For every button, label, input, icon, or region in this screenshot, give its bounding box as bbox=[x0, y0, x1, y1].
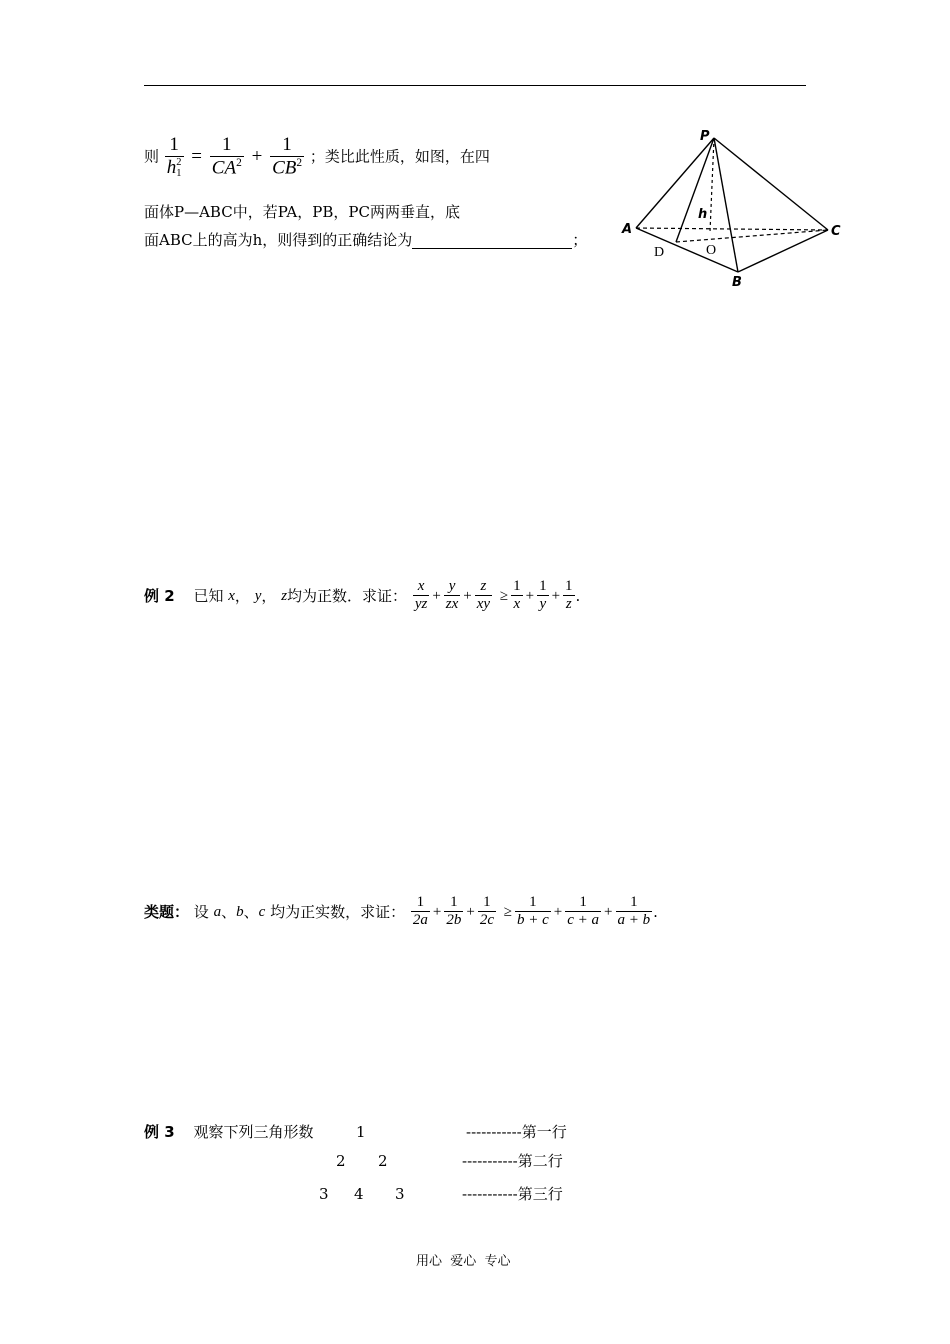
ex2-frac-x-yz: $\frac{x}{yz}$ bbox=[414, 578, 428, 613]
analogy-prefix: 则 bbox=[144, 147, 160, 166]
triangle-row-1-dashes: -----------第一行 bbox=[466, 1123, 567, 1141]
answer-blank[interactable] bbox=[412, 233, 572, 249]
ex2-frac-1-z: $\frac{1}{z}$ bbox=[565, 578, 573, 613]
term-cb-fraction: $\frac{1}{CB^2}$ bbox=[272, 134, 303, 179]
example-3-heading: 例 3 观察下列三角形数 bbox=[144, 1123, 314, 1141]
label-A: A bbox=[622, 222, 633, 237]
example-3-label: 例 3 bbox=[144, 1123, 175, 1141]
label-B: B bbox=[732, 275, 742, 290]
triangle-row-2-value-1: 2 bbox=[336, 1152, 346, 1170]
ex2-geq: ≥ bbox=[499, 587, 509, 604]
sim-frac-1-ab: $\frac{1}{a + b}$ bbox=[617, 894, 651, 929]
sim-frac-1-bc: $\frac{1}{b + c}$ bbox=[517, 894, 549, 929]
analogy-line-1 bbox=[144, 134, 490, 179]
triangle-row-1-value-1: 1 bbox=[356, 1123, 366, 1141]
header-rule bbox=[144, 85, 806, 86]
label-O: O bbox=[706, 243, 717, 258]
triangle-row-3-value-3: 3 bbox=[395, 1185, 405, 1203]
ex2-frac-1-x: $\frac{1}{x}$ bbox=[513, 578, 521, 613]
label-P: P bbox=[700, 129, 710, 144]
page-footer: 用心 爱心 专心 bbox=[416, 1254, 511, 1269]
triangle-row-3-dashes: -----------第三行 bbox=[462, 1185, 563, 1203]
similar-label: 类题： bbox=[144, 902, 190, 921]
analogy-line-3: 面ABC上的高为h，则得到的正确结论为 ； bbox=[144, 231, 588, 249]
sim-frac-1-2c: $\frac{1}{2c}$ bbox=[479, 894, 494, 929]
sim-geq: ≥ bbox=[503, 903, 512, 920]
sim-frac-1-ca: $\frac{1}{c + a}$ bbox=[567, 894, 600, 929]
similar-problem: 类题： 设 a、b、c 均为正实数，求证： $\frac{1}{2a}$ + $\frac{1}{2b}$ + $\frac{1}{2c}$ ≥ $\frac{1}{b + c}$ + $\frac{1}{c + a}$ + $\frac{1}{a + b}$ . bbox=[144, 894, 658, 929]
label-C: C bbox=[831, 224, 841, 239]
equals-sign: = bbox=[191, 145, 203, 167]
analogy-suffix: ；类比此性质，如图，在四 bbox=[309, 147, 490, 166]
sim-frac-1-2a: $\frac{1}{2a}$ bbox=[412, 894, 428, 929]
plus-sign: + bbox=[251, 145, 263, 167]
sim-frac-1-2b: $\frac{1}{2b}$ bbox=[446, 894, 462, 929]
triangle-row-3-value-2: 4 bbox=[354, 1185, 364, 1203]
ex2-frac-y-zx: $\frac{y}{zx}$ bbox=[445, 578, 459, 613]
ex2-frac-z-xy: $\frac{z}{xy}$ bbox=[476, 578, 491, 613]
term-ca-fraction: $\frac{1}{CA^2}$ bbox=[211, 134, 242, 179]
example-2: 例 2 已知 x， y， z均为正数．求证： $\frac{x}{yz}$ + $\frac{y}{zx}$ + $\frac{z}{xy}$ ≥ $\frac{1}{x}$ + $\frac{1}{y}$ + $\frac{1}{z}$ . bbox=[144, 578, 581, 613]
label-h: h bbox=[698, 207, 708, 222]
analogy-line-2: 面体P—ABC中，若PA，PB，PC两两垂直，底 bbox=[144, 203, 460, 221]
ex2-frac-1-y: $\frac{1}{y}$ bbox=[539, 578, 547, 613]
tetrahedron-figure bbox=[618, 120, 850, 296]
label-D: D bbox=[654, 245, 665, 260]
triangle-row-2-value-2: 2 bbox=[378, 1152, 388, 1170]
triangle-row-2-dashes: -----------第二行 bbox=[462, 1152, 563, 1170]
lhs-fraction: 1 h 2 1 bbox=[166, 134, 182, 179]
example-2-label: 例 2 bbox=[144, 586, 175, 605]
triangle-row-3-value-1: 3 bbox=[319, 1185, 329, 1203]
